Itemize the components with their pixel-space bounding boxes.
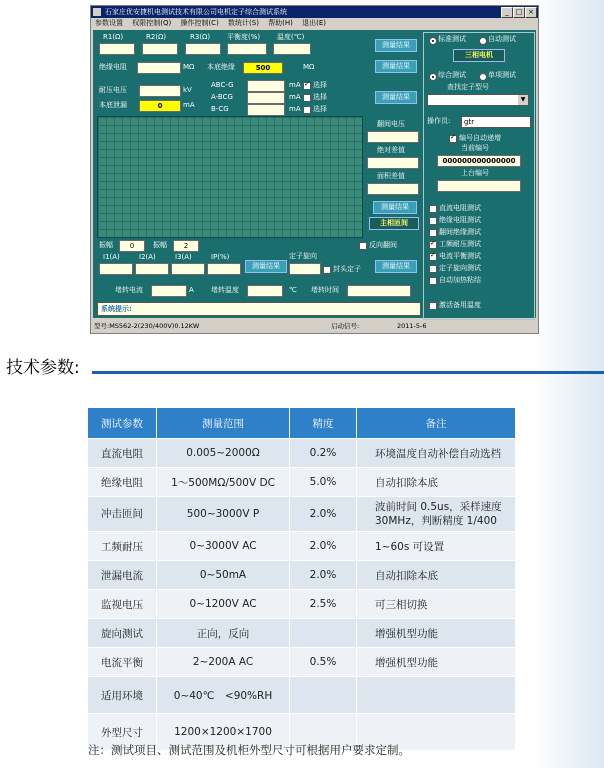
combined-test-radio[interactable]	[429, 73, 437, 81]
i3-field	[171, 263, 205, 275]
cell-param: 直流电阻	[88, 439, 157, 467]
ip-field	[207, 263, 241, 275]
cell-precision: 2.0%	[290, 561, 357, 589]
test-hv-checkbox[interactable]	[429, 241, 437, 249]
floor-leak-field[interactable]: 0	[139, 100, 181, 112]
status-bar	[91, 320, 538, 332]
spare-temp-checkbox[interactable]	[429, 302, 437, 310]
test-heat-label: 自动加热粘结	[439, 276, 481, 284]
table-row	[88, 497, 516, 531]
locked-time-label: 堵转时间	[311, 286, 339, 294]
cell-remarks: 1~60s 可设置	[357, 532, 516, 560]
cell-range: 1～500MΩ/500V DC	[157, 468, 290, 496]
cell-range: 500~3000V P	[157, 497, 290, 531]
cell-param: 绝缘电阻	[88, 468, 157, 496]
measure-hv-button[interactable]: 测量结果	[375, 91, 417, 104]
select-label-2: 选择	[313, 93, 327, 101]
i1-field	[99, 263, 133, 275]
r2-label: R2(Ω)	[146, 33, 167, 41]
cell-remarks: 环境温度自动补偿自动选档	[357, 439, 516, 467]
table-header-row	[88, 408, 516, 438]
cell-param: 监视电压	[88, 590, 157, 618]
locked-current-field	[151, 285, 187, 297]
test-balance-checkbox[interactable]	[429, 253, 437, 261]
cell-remarks	[357, 677, 516, 713]
cell-param: 适用环境	[88, 677, 157, 713]
prev-no-label: 上台编号	[461, 169, 489, 177]
test-heat-checkbox[interactable]	[429, 277, 437, 285]
select-label-1: 选择	[313, 81, 327, 89]
cell-range: 2~200A AC	[157, 648, 290, 676]
locked-time-field	[347, 285, 411, 297]
cell-param: 电流平衡	[88, 648, 157, 676]
cell-param: 冲击匝间	[88, 497, 157, 531]
temp-label: 温度(℃)	[277, 33, 305, 41]
current-no-label: 当前编号	[461, 144, 489, 152]
test-dc-label: 直流电阻测试	[439, 204, 481, 212]
cell-range: 0.005~2000Ω	[157, 439, 290, 467]
r3-label: R3(Ω)	[190, 33, 211, 41]
cell-precision: 5.0%	[290, 468, 357, 496]
test-dc-checkbox[interactable]	[429, 205, 437, 213]
select-b-cg-checkbox[interactable]	[303, 106, 311, 114]
table-row	[88, 561, 516, 589]
operator-label: 操作员:	[427, 117, 451, 125]
locked-current-label: 堵转电流	[115, 286, 143, 294]
app-icon	[93, 8, 101, 16]
three-phase-button[interactable]: 三相电机	[453, 49, 505, 62]
surge-voltage-label: 翻间电压	[377, 120, 405, 128]
select-label-3: 选择	[313, 105, 327, 113]
maximize-button[interactable]: □	[513, 7, 525, 18]
abs-diff-field	[367, 157, 419, 169]
main-phase-button[interactable]: 主相匝间	[369, 217, 419, 230]
cell-precision	[290, 619, 357, 647]
status-model: 型号:MS562-2(230/400V)0.12KW	[94, 322, 200, 330]
select-abc-g-checkbox[interactable]	[303, 82, 311, 90]
minimize-button[interactable]: _	[501, 7, 513, 18]
locked-temp-field	[247, 285, 283, 297]
section-underline	[92, 371, 604, 374]
temp-field	[273, 43, 311, 55]
floor-insulation-field[interactable]: 500	[243, 62, 283, 74]
cell-range: 1200×1200×1700	[157, 714, 290, 750]
hv-voltage-field	[139, 85, 181, 97]
table-row	[88, 619, 516, 647]
cell-param: 外型尺寸	[88, 714, 157, 750]
combined-test-label: 综合测试	[438, 71, 466, 79]
app-window	[90, 5, 539, 334]
cell-precision: 2.0%	[290, 532, 357, 560]
table-row	[88, 677, 516, 713]
cell-precision: 0.5%	[290, 648, 357, 676]
operator-field[interactable]: gtr	[461, 116, 531, 128]
measure-surge-button[interactable]: 测量结果	[373, 201, 417, 214]
menu-bar	[91, 18, 538, 29]
status-date: 2011-5-6	[397, 322, 427, 330]
floor-insulation-unit: MΩ	[303, 63, 315, 71]
client-area	[93, 30, 536, 318]
hv-voltage-label: 耐压电压	[99, 86, 127, 94]
auto-increment-label: 编号自动递增	[459, 134, 501, 142]
test-rotation-checkbox[interactable]	[429, 265, 437, 273]
phase-abc-g-field	[247, 80, 285, 92]
phase-b-cg-label: B-CG	[211, 105, 229, 113]
floor-insulation-label: 本底绝缘	[207, 63, 235, 71]
table-row	[88, 468, 516, 496]
head-stator-label: 封头定子	[333, 265, 361, 273]
section-title: 技术参数:	[6, 358, 80, 378]
phase-abc-g-label: ABC-G	[211, 81, 234, 89]
table-row	[88, 648, 516, 676]
menu-operation[interactable]: 操作控制(C)	[180, 19, 219, 27]
measure-insulation-button[interactable]: 测量结果	[375, 60, 417, 73]
footnote: 注：测试项目、测试范围及机柜外型尺寸可根据用户要求定制。	[88, 743, 410, 757]
menu-help[interactable]: 帮助(H)	[268, 19, 293, 27]
floor-leak-unit: mA	[183, 101, 195, 109]
unbalance-field	[227, 43, 267, 55]
menu-exit[interactable]: 退出(E)	[302, 19, 327, 27]
cell-param: 工频耐压	[88, 532, 157, 560]
peak-field[interactable]: 0	[119, 240, 145, 252]
cell-precision: 0.2%	[290, 439, 357, 467]
waveform-grid	[97, 116, 363, 238]
ma-unit-3: mA	[289, 105, 301, 113]
cell-range: 0~40℃ <90%RH	[157, 677, 290, 713]
select-a-bcg-checkbox[interactable]	[303, 94, 311, 102]
header-param: 测试参数	[88, 408, 157, 438]
auto-test-label: 自动测试	[488, 35, 516, 43]
menu-permission[interactable]: 权限控制(Q)	[132, 19, 172, 27]
peak-label: 振幅	[99, 241, 113, 249]
table-row	[88, 590, 516, 618]
rotation-label: 定子旋向	[289, 252, 317, 260]
test-turn-label: 翻间绝缘测试	[439, 228, 481, 236]
cell-remarks: 波前时间 0.5us，采样速度 30MHz，判断精度 1/400	[357, 497, 516, 531]
table-row	[88, 439, 516, 467]
i3-label: I3(A)	[175, 253, 192, 261]
cell-range: 0~50mA	[157, 561, 290, 589]
ma-unit-1: mA	[289, 81, 301, 89]
menu-statistics[interactable]: 数统计(S)	[228, 19, 259, 27]
locked-current-unit: A	[189, 286, 194, 294]
prev-no-field	[437, 180, 521, 192]
reverse-label: 反向翻间	[369, 241, 397, 249]
ma-unit-2: mA	[289, 93, 301, 101]
r2-field	[142, 43, 178, 55]
cell-precision: 2.0%	[290, 497, 357, 531]
status-start: 启动信号:	[331, 322, 360, 330]
ip-label: IP(%)	[211, 253, 230, 261]
current-no-field: 000000000000000	[437, 155, 521, 167]
chevron-down-icon[interactable]: ▼	[518, 95, 528, 105]
cell-precision	[290, 677, 357, 713]
table-row	[88, 532, 516, 560]
rotation-field	[289, 263, 321, 275]
cell-param: 泄漏电流	[88, 561, 157, 589]
abs-diff-label: 绝对差值	[377, 146, 405, 154]
area-diff-field	[367, 183, 419, 195]
test-turn-checkbox[interactable]	[429, 229, 437, 237]
standard-test-label: 标准测试	[438, 35, 466, 43]
menu-params[interactable]: 参数设置	[95, 19, 123, 27]
phase-a-bcg-field	[247, 92, 285, 104]
system-message-label: 系统提示:	[101, 305, 132, 313]
reverse-checkbox[interactable]	[359, 242, 367, 250]
test-insulation-label: 绝缘电阻测试	[439, 216, 481, 224]
background-gradient	[534, 0, 604, 768]
header-range: 测量范围	[157, 408, 290, 438]
measure-rotation-button[interactable]: 测量结果	[375, 260, 417, 273]
cell-remarks: 自动扣除本底	[357, 468, 516, 496]
spare-temp-label: 激活备用温度	[439, 301, 481, 309]
cell-remarks: 增强机型功能	[357, 648, 516, 676]
cell-precision: 2.5%	[290, 590, 357, 618]
cell-remarks: 增强机型功能	[357, 619, 516, 647]
locked-temp-unit: ℃	[289, 286, 297, 294]
window-title: 石家庄优安捷机电测试技术有限公司电机定子综合测试系统	[105, 8, 287, 16]
cell-range: 0~3000V AC	[157, 532, 290, 560]
single-test-radio[interactable]	[479, 73, 487, 81]
test-balance-label: 电流平衡测试	[439, 252, 481, 260]
phase-b-cg-field	[247, 104, 285, 116]
header-remarks: 备注	[357, 408, 516, 438]
standard-test-radio[interactable]	[429, 37, 437, 45]
cell-remarks: 自动扣除本底	[357, 561, 516, 589]
r1-field	[99, 43, 135, 55]
system-message-bar	[97, 302, 421, 316]
insulation-field	[137, 62, 181, 74]
i2-field	[135, 263, 169, 275]
cell-param: 旋向测试	[88, 619, 157, 647]
auto-test-radio[interactable]	[479, 37, 487, 45]
measure-dc-button[interactable]: 测量结果	[375, 39, 417, 52]
measure-current-button[interactable]: 测量结果	[245, 260, 287, 273]
r1-label: R1(Ω)	[103, 33, 124, 41]
close-button[interactable]: ×	[525, 7, 537, 18]
auto-increment-checkbox[interactable]	[449, 135, 457, 143]
test-insulation-checkbox[interactable]	[429, 217, 437, 225]
period-field[interactable]: 2	[173, 240, 199, 252]
insulation-unit: MΩ	[183, 63, 195, 71]
area-diff-label: 面积差值	[377, 172, 405, 180]
i1-label: I1(A)	[103, 253, 120, 261]
r3-field	[185, 43, 221, 55]
surge-voltage-field	[367, 131, 419, 143]
cell-range: 正向，反向	[157, 619, 290, 647]
test-hv-label: 工频耐压测试	[439, 240, 481, 248]
hv-voltage-unit: kV	[183, 86, 192, 94]
test-rotation-label: 定子旋向测试	[439, 264, 481, 272]
title-bar	[91, 6, 538, 18]
header-precision: 精度	[290, 408, 357, 438]
insulation-label: 绝缘电阻	[99, 63, 127, 71]
head-stator-checkbox[interactable]	[323, 266, 331, 274]
cell-range: 0~1200V AC	[157, 590, 290, 618]
period-label: 振幅	[153, 241, 167, 249]
cell-remarks: 可三相切换	[357, 590, 516, 618]
locked-temp-label: 堵转温度	[211, 286, 239, 294]
i2-label: I2(A)	[139, 253, 156, 261]
phase-a-bcg-label: A-BCG	[211, 93, 233, 101]
model-select[interactable]	[427, 94, 529, 106]
unbalance-label: 平衡度(%)	[227, 33, 261, 41]
spec-table	[88, 407, 516, 751]
floor-leak-label: 本底泄漏	[99, 101, 127, 109]
lookup-model-label: 查找定子型号	[447, 83, 489, 91]
single-test-label: 单项测试	[488, 71, 516, 79]
